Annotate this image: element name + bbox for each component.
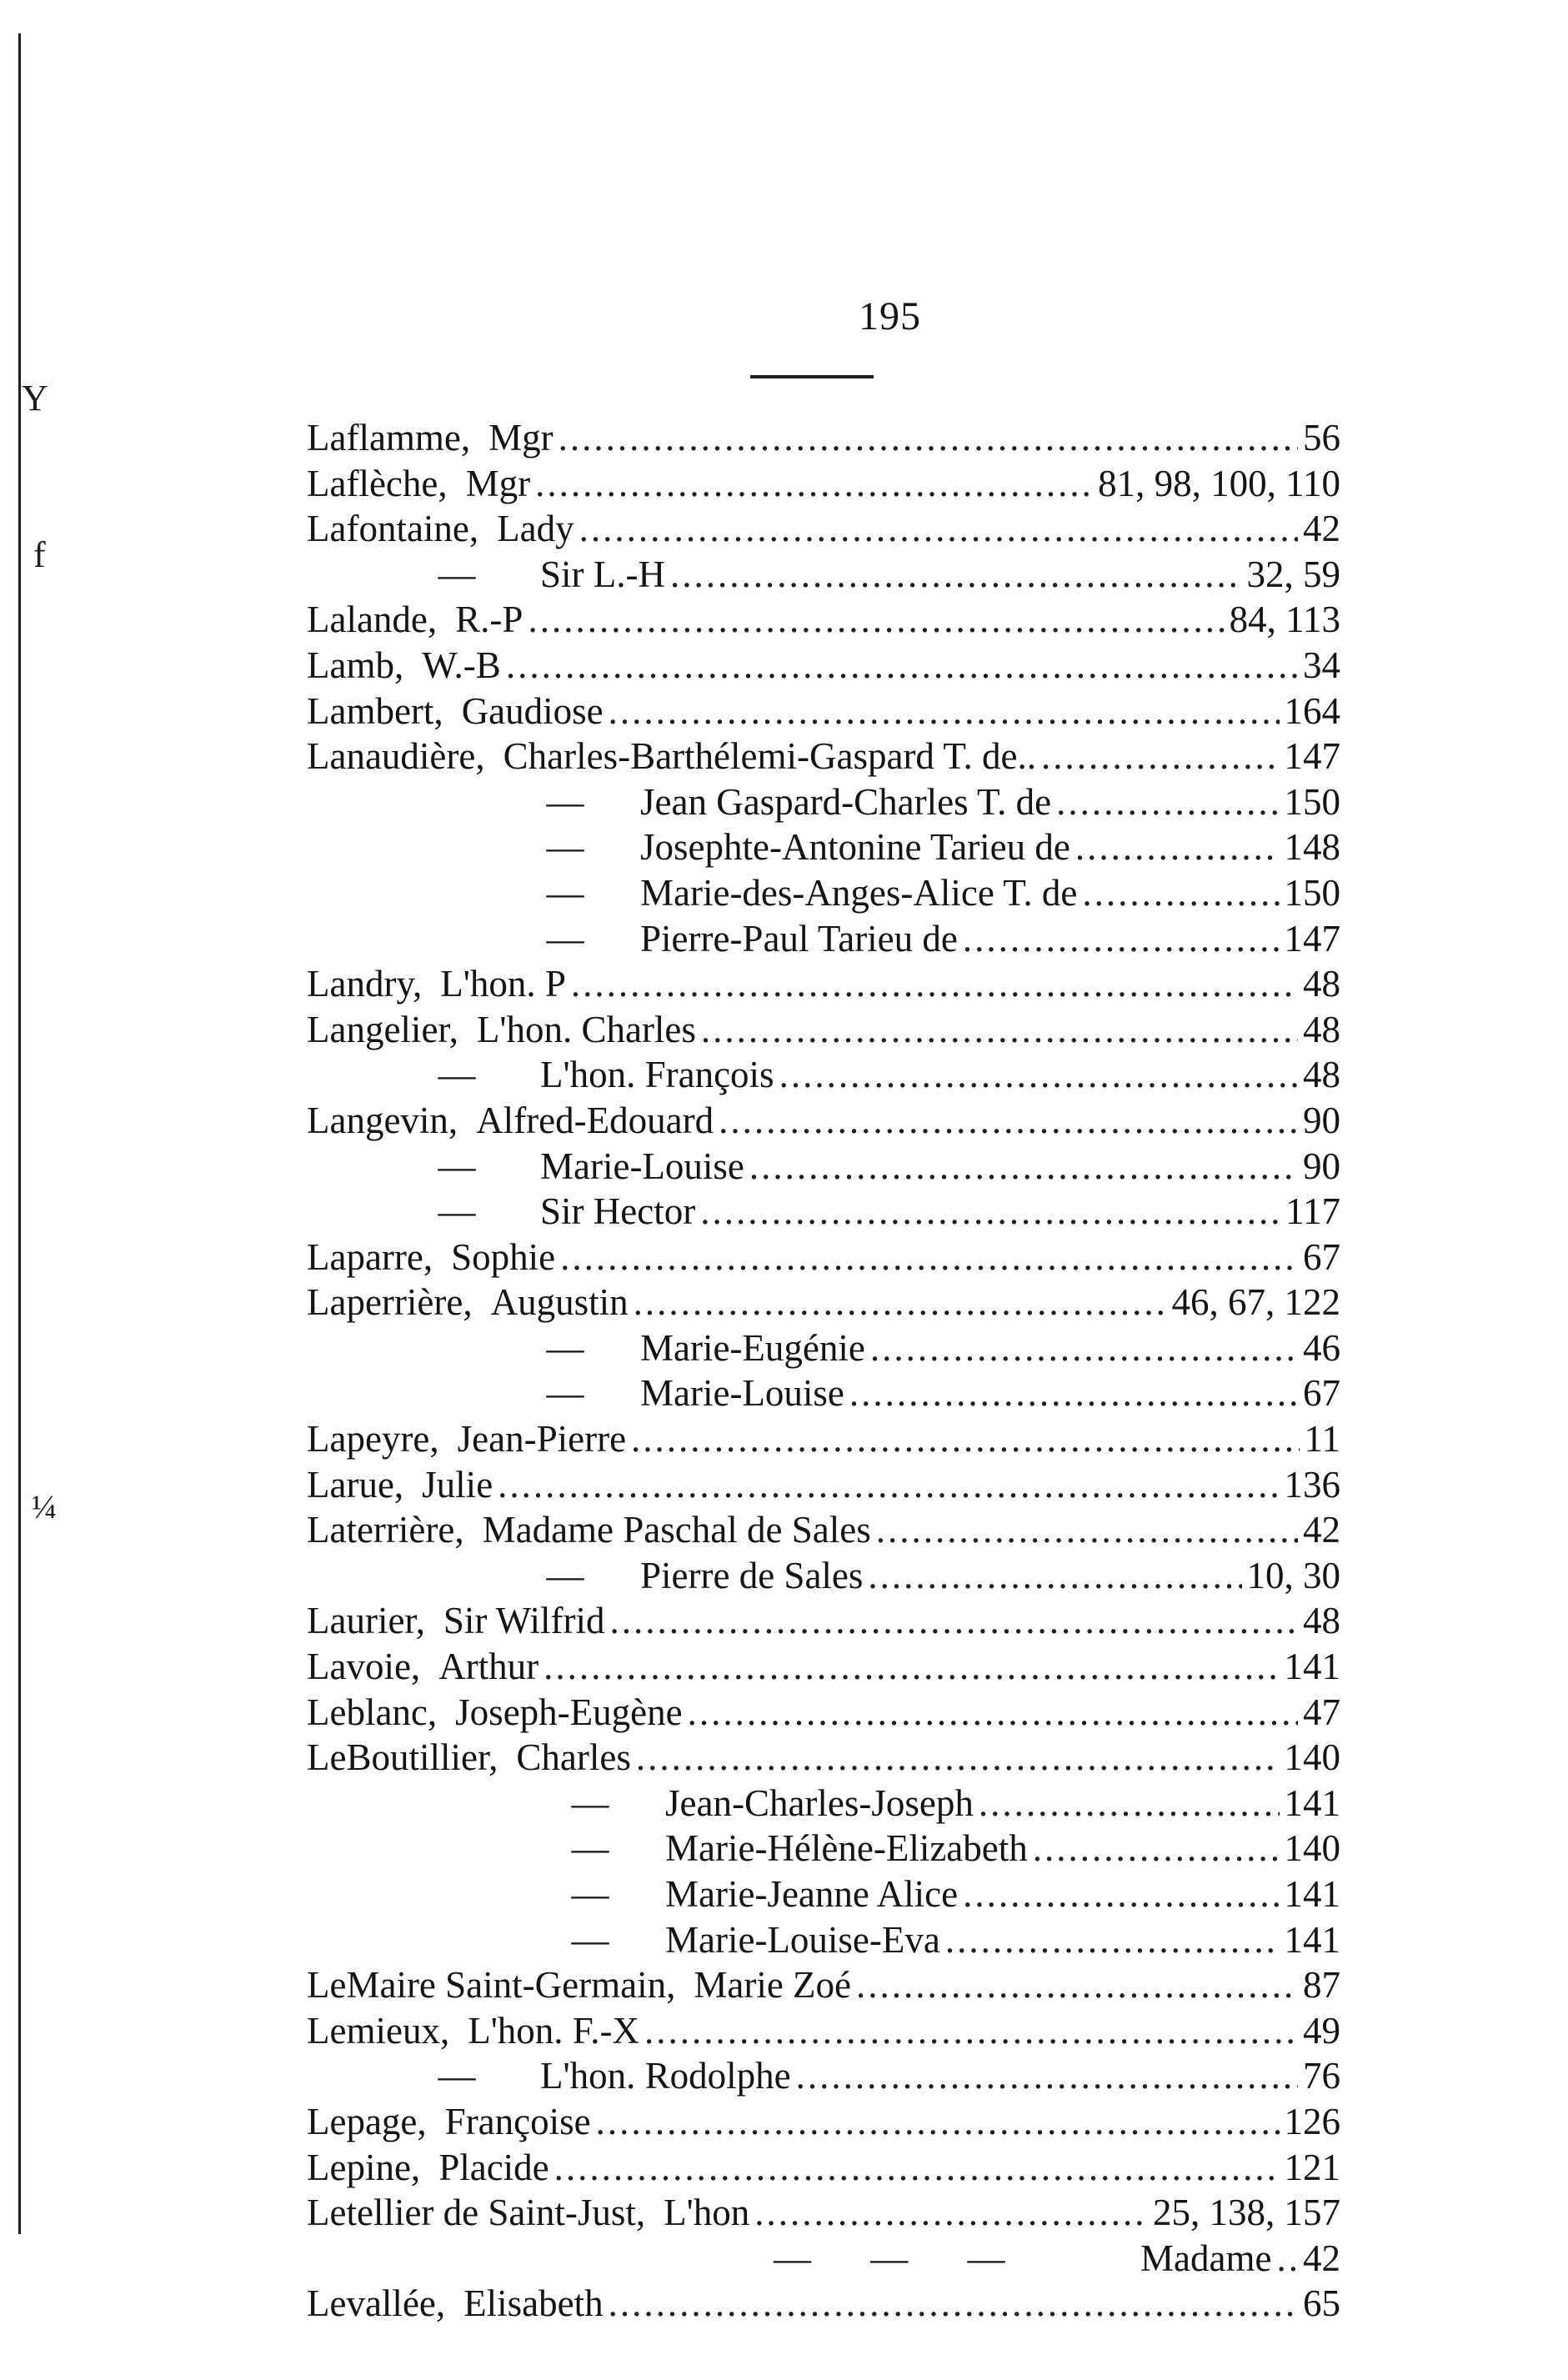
leader-dots [876, 1507, 1298, 1553]
entry-pages: 147 [1284, 917, 1340, 960]
index-entry [307, 1370, 1340, 1416]
ditto-dash: — [546, 1554, 584, 1596]
entry-pages: 46, 67, 122 [1171, 1281, 1340, 1324]
entry-surname: Lafontaine, [307, 508, 479, 550]
entry-heading [307, 2145, 549, 2191]
entry-surname: Laterrière, [307, 1509, 464, 1551]
index-entry [307, 1007, 1340, 1053]
leader-dots [1082, 870, 1279, 916]
entry-heading [307, 1507, 871, 1553]
index-entry [307, 506, 1340, 552]
entry-given-name: Pierre-Paul Tarieu de [640, 917, 958, 960]
entry-pages: 42 [1303, 1509, 1340, 1551]
index-entry [307, 1690, 1340, 1736]
entry-pages: 117 [1285, 1190, 1340, 1233]
entry-pages: 47 [1303, 1691, 1340, 1733]
page-number-text: 195 [859, 294, 921, 338]
entry-pages: 76 [1303, 2055, 1340, 2097]
index-entry [307, 2008, 1340, 2054]
leader-dots [779, 1052, 1298, 1098]
index-entry [307, 1962, 1340, 2008]
index-entry [307, 2190, 1340, 2236]
index-entry [307, 1098, 1340, 1144]
entry-heading [307, 1871, 958, 1917]
entry-given-name: Marie Zoé [694, 1964, 852, 2007]
entry-surname: Lalande, [307, 599, 438, 641]
ditto-dash: — [546, 1372, 584, 1415]
entry-surname: LeMaire Saint-Germain, [307, 1964, 676, 2007]
entry-pages: 10, 30 [1246, 1554, 1340, 1596]
entry-given-name: Françoise [444, 2100, 591, 2142]
entry-given-name: Julie [422, 1463, 493, 1506]
index-entry [307, 1644, 1340, 1690]
index-entry [307, 1507, 1340, 1553]
entry-given-name: Pierre de Sales [640, 1554, 864, 1596]
entry-heading [307, 1325, 865, 1371]
ditto-dash: — [438, 1145, 476, 1187]
entry-given-name: Sir Wilfrid [443, 1600, 605, 1642]
entry-pages: 148 [1284, 826, 1340, 869]
entry-pages: 46 [1303, 1326, 1340, 1369]
entry-pages: 90 [1303, 1099, 1340, 1141]
entry-pages: 164 [1284, 689, 1340, 732]
entry-heading [307, 2053, 791, 2099]
entry-pages: 48 [1303, 1600, 1340, 1642]
entry-pages: 140 [1284, 1827, 1340, 1870]
leader-dots [636, 1735, 1280, 1781]
entry-pages: 141 [1284, 1781, 1340, 1824]
index-list [307, 415, 1340, 2327]
leader-dots [700, 1189, 1280, 1235]
ditto-dash: — — — [774, 2237, 1030, 2279]
leader-dots [1276, 2236, 1298, 2282]
ditto-dash: — [571, 1873, 609, 1915]
index-entry [307, 461, 1340, 507]
entry-surname: LeBoutillier, [307, 1736, 498, 1779]
margin-mark-quarter: ¼ [32, 1488, 57, 1526]
margin-mark-f: f [33, 534, 46, 575]
index-entry [307, 961, 1340, 1007]
entry-pages: 34 [1303, 644, 1340, 686]
leader-dots [868, 1553, 1241, 1599]
entry-surname: Letellier de Saint-Just, [307, 2192, 646, 2234]
entry-heading [307, 552, 665, 598]
index-entry [307, 1416, 1340, 1462]
entry-heading [307, 689, 604, 734]
index-entry [307, 1462, 1340, 1508]
entry-heading [307, 734, 1036, 779]
entry-heading [307, 1370, 844, 1416]
ditto-dash: — [438, 553, 476, 595]
entry-given-name: Jean Gaspard-Charles T. de [640, 780, 1052, 823]
leader-dots [688, 1690, 1298, 1736]
entry-pages: 121 [1284, 2146, 1340, 2188]
ditto-dash: — [438, 1054, 476, 1096]
entry-surname: Lanaudière, [307, 735, 485, 778]
entry-heading [307, 1644, 539, 1690]
entry-given-name: L'hon. P [440, 963, 566, 1005]
index-entry [307, 1325, 1340, 1371]
ditto-dash: — [546, 826, 584, 869]
entry-given-name: Madame [1140, 2237, 1272, 2279]
left-margin-line [18, 33, 21, 2234]
index-entry [307, 552, 1340, 598]
entry-surname: Lapeyre, [307, 1418, 439, 1461]
index-entry [307, 1235, 1340, 1280]
index-entry [307, 824, 1340, 870]
entry-pages: 136 [1284, 1463, 1340, 1506]
entry-heading [307, 597, 523, 643]
ditto-dash: — [546, 871, 584, 914]
entry-given-name: Marie-Louise [540, 1145, 744, 1187]
entry-given-name: Marie-Louise [640, 1372, 844, 1415]
entry-given-name: L'hon. Rodolphe [540, 2055, 791, 2097]
index-entry [307, 597, 1340, 643]
index-entry [307, 2145, 1340, 2191]
leader-dots [856, 1962, 1298, 2008]
index-entry [307, 1781, 1340, 1826]
entry-heading [307, 1826, 1028, 1871]
index-entry [307, 415, 1340, 461]
leader-dots [559, 415, 1298, 461]
entry-pages: 48 [1303, 1008, 1340, 1050]
leader-dots [849, 1370, 1298, 1416]
index-entry [307, 1917, 1340, 1963]
entry-surname: Lambert, [307, 689, 443, 732]
entry-surname: Laurier, [307, 1600, 425, 1642]
entry-given-name: Mgr [465, 462, 531, 504]
leader-dots [963, 1871, 1279, 1917]
entry-given-name: Jean-Charles-Joseph [665, 1781, 974, 1824]
index-entry [307, 1598, 1340, 1644]
index-entry [307, 2236, 1340, 2282]
margin-mark-y: Y [22, 378, 48, 418]
leader-dots [945, 1917, 1280, 1963]
entry-heading [307, 1462, 493, 1508]
index-entry [307, 689, 1340, 734]
leader-dots [701, 1007, 1298, 1053]
entry-given-name: Sir Hector [540, 1190, 696, 1233]
leader-dots [754, 2190, 1148, 2236]
ditto-dash: — [571, 1827, 609, 1870]
entry-surname: Laflèche, [307, 462, 448, 504]
entry-surname: Landry, [307, 963, 423, 1005]
entry-pages: 48 [1303, 963, 1340, 1005]
entry-heading [307, 1553, 863, 1599]
entry-given-name: Sir L.-H [540, 553, 665, 595]
header-rule [750, 375, 874, 378]
index-entry [307, 1735, 1340, 1781]
entry-given-name: L'hon. Charles [476, 1008, 696, 1050]
ditto-dash: — [571, 1918, 609, 1961]
index-entry [307, 2281, 1340, 2327]
entry-given-name: Placide [438, 2146, 549, 2188]
index-entry [307, 1144, 1340, 1190]
entry-given-name: Marie-Jeanne Alice [665, 1873, 959, 1915]
leader-dots [1041, 734, 1280, 779]
entry-surname: Lamb, [307, 644, 404, 686]
leader-dots [560, 1235, 1298, 1280]
entry-heading [307, 961, 566, 1007]
ditto-dash: — [438, 2055, 476, 2097]
entry-surname: Lemieux, [307, 2009, 450, 2052]
entry-heading [307, 643, 501, 689]
entry-heading [307, 1690, 683, 1736]
leader-dots [1075, 824, 1280, 870]
entry-given-name: Josephte-Antonine Tarieu de [640, 826, 1070, 869]
entry-given-name: Marie-Hélène-Elizabeth [665, 1827, 1028, 1870]
entry-given-name: Alfred-Edouard [476, 1099, 714, 1141]
leader-dots [979, 1781, 1280, 1826]
entry-heading [307, 1052, 774, 1098]
entry-given-name: Marie-Louise-Eva [665, 1918, 940, 1961]
entry-pages: 48 [1303, 1054, 1340, 1096]
entry-surname: Larue, [307, 1463, 404, 1506]
entry-pages: 49 [1303, 2009, 1340, 2052]
entry-given-name: Madame Paschal de Sales [482, 1509, 871, 1551]
entry-given-name: W.-B [422, 644, 501, 686]
entry-given-name: L'hon. François [540, 1054, 774, 1096]
index-entry [307, 870, 1340, 916]
entry-given-name: Lady [497, 508, 574, 550]
entry-pages: 81, 98, 100, 110 [1098, 462, 1340, 504]
entry-surname: Langelier, [307, 1008, 458, 1050]
leader-dots [535, 461, 1093, 507]
leader-dots [719, 1098, 1298, 1144]
entry-given-name: L'hon [664, 2192, 750, 2234]
entry-heading [307, 506, 574, 552]
entry-heading [307, 1189, 695, 1235]
entry-given-name: Joseph-Eugène [455, 1691, 683, 1733]
entry-heading [307, 1235, 555, 1280]
entry-given-name: Jean-Pierre [457, 1418, 627, 1461]
entry-heading [307, 1781, 974, 1826]
entry-given-name: Elisabeth [463, 2282, 604, 2325]
ditto-dash: — [546, 1326, 584, 1369]
entry-given-name: Marie-Eugénie [640, 1326, 865, 1369]
entry-heading [307, 1735, 631, 1781]
entry-pages: 11 [1304, 1418, 1340, 1461]
entry-pages: 84, 113 [1229, 599, 1340, 641]
leader-dots [670, 552, 1242, 598]
entry-pages: 56 [1303, 417, 1340, 458]
leader-dots [631, 1416, 1300, 1462]
entry-given-name: Charles [516, 1736, 631, 1779]
entry-pages: 147 [1284, 735, 1340, 778]
entry-heading [307, 415, 554, 461]
index-entry [307, 1871, 1340, 1917]
entry-surname: Leblanc, [307, 1691, 438, 1733]
entry-heading [307, 1416, 626, 1462]
entry-given-name: Arthur [438, 1646, 539, 1688]
entry-pages: 42 [1303, 2237, 1340, 2279]
entry-given-name: Sophie [451, 1235, 556, 1278]
index-entry [307, 916, 1340, 962]
entry-pages: 67 [1303, 1372, 1340, 1415]
leader-dots [571, 961, 1298, 1007]
entry-given-name: Marie-des-Anges-Alice T. de [640, 871, 1078, 914]
leader-dots [796, 2053, 1298, 2099]
entry-pages: 140 [1284, 1736, 1340, 1779]
entry-pages: 32, 59 [1246, 553, 1340, 595]
leader-dots [596, 2099, 1280, 2145]
entry-heading [307, 2008, 639, 2054]
entry-surname: Lepine, [307, 2146, 421, 2188]
entry-pages: 25, 138, 157 [1153, 2192, 1340, 2234]
entry-heading [307, 1917, 940, 1963]
entry-given-name: Charles-Barthélemi-Gaspard T. de.. [503, 735, 1036, 778]
entry-pages: 150 [1284, 780, 1340, 823]
leader-dots [528, 597, 1224, 643]
entry-heading [307, 870, 1077, 916]
leader-dots [644, 2008, 1298, 2054]
ditto-dash: — [546, 780, 584, 823]
entry-given-name: R.-P [455, 599, 524, 641]
entry-surname: Laparre, [307, 1235, 433, 1278]
ditto-dash: — [438, 1190, 476, 1233]
leader-dots [634, 1280, 1167, 1325]
entry-surname: Levallée, [307, 2282, 446, 2325]
entry-given-name: Gaudiose [461, 689, 604, 732]
entry-heading [307, 1007, 696, 1053]
index-entry [307, 734, 1340, 779]
leader-dots [544, 1644, 1279, 1690]
entry-pages: 126 [1284, 2100, 1340, 2142]
leader-dots [749, 1144, 1298, 1190]
entry-heading [307, 1598, 604, 1644]
entry-heading [307, 461, 530, 507]
leader-dots [554, 2145, 1280, 2191]
index-entry [307, 1189, 1340, 1235]
entry-heading [307, 1280, 629, 1325]
entry-given-name: Mgr [488, 417, 554, 458]
leader-dots [498, 1462, 1279, 1508]
entry-surname: Lepage, [307, 2100, 427, 2142]
entry-heading [307, 824, 1070, 870]
entry-pages: 42 [1303, 508, 1340, 550]
entry-given-name: Augustin [490, 1281, 629, 1324]
entry-given-name: L'hon. F.-X [468, 2009, 639, 2052]
entry-pages: 87 [1303, 1964, 1340, 2007]
leader-dots [1033, 1826, 1280, 1871]
ditto-dash: — [546, 917, 584, 960]
index-entry [307, 2053, 1340, 2099]
entry-heading [307, 1144, 744, 1190]
leader-dots [609, 1598, 1298, 1644]
ditto-dash: — [571, 1781, 609, 1824]
entry-heading [307, 916, 958, 962]
entry-heading [307, 2236, 1271, 2282]
entry-pages: 90 [1303, 1145, 1340, 1187]
index-entry [307, 1553, 1340, 1599]
entry-surname: Laflamme, [307, 417, 471, 458]
entry-pages: 141 [1284, 1873, 1340, 1915]
leader-dots [506, 643, 1298, 689]
entry-pages: 141 [1284, 1918, 1340, 1961]
index-entry [307, 1280, 1340, 1325]
leader-dots [870, 1325, 1298, 1371]
leader-dots [579, 506, 1298, 552]
entry-pages: 150 [1284, 871, 1340, 914]
entry-pages: 141 [1284, 1646, 1340, 1688]
index-entry [307, 779, 1340, 825]
entry-surname: Lavoie, [307, 1646, 421, 1688]
entry-surname: Laperrière, [307, 1281, 473, 1324]
leader-dots [1056, 779, 1279, 825]
entry-pages: 65 [1303, 2282, 1340, 2325]
entry-heading [307, 2190, 749, 2236]
index-entry [307, 1826, 1340, 1871]
index-entry [307, 2099, 1340, 2145]
entry-heading [307, 2281, 604, 2327]
entry-heading [307, 1098, 714, 1144]
leader-dots [609, 689, 1280, 734]
entry-pages: 67 [1303, 1235, 1340, 1278]
entry-surname: Langevin, [307, 1099, 458, 1141]
entry-heading [307, 1962, 851, 2008]
leader-dots [963, 916, 1280, 962]
index-entry [307, 1052, 1340, 1098]
entry-heading [307, 779, 1051, 825]
entry-heading [307, 2099, 591, 2145]
leader-dots [609, 2281, 1298, 2327]
index-entry [307, 643, 1340, 689]
